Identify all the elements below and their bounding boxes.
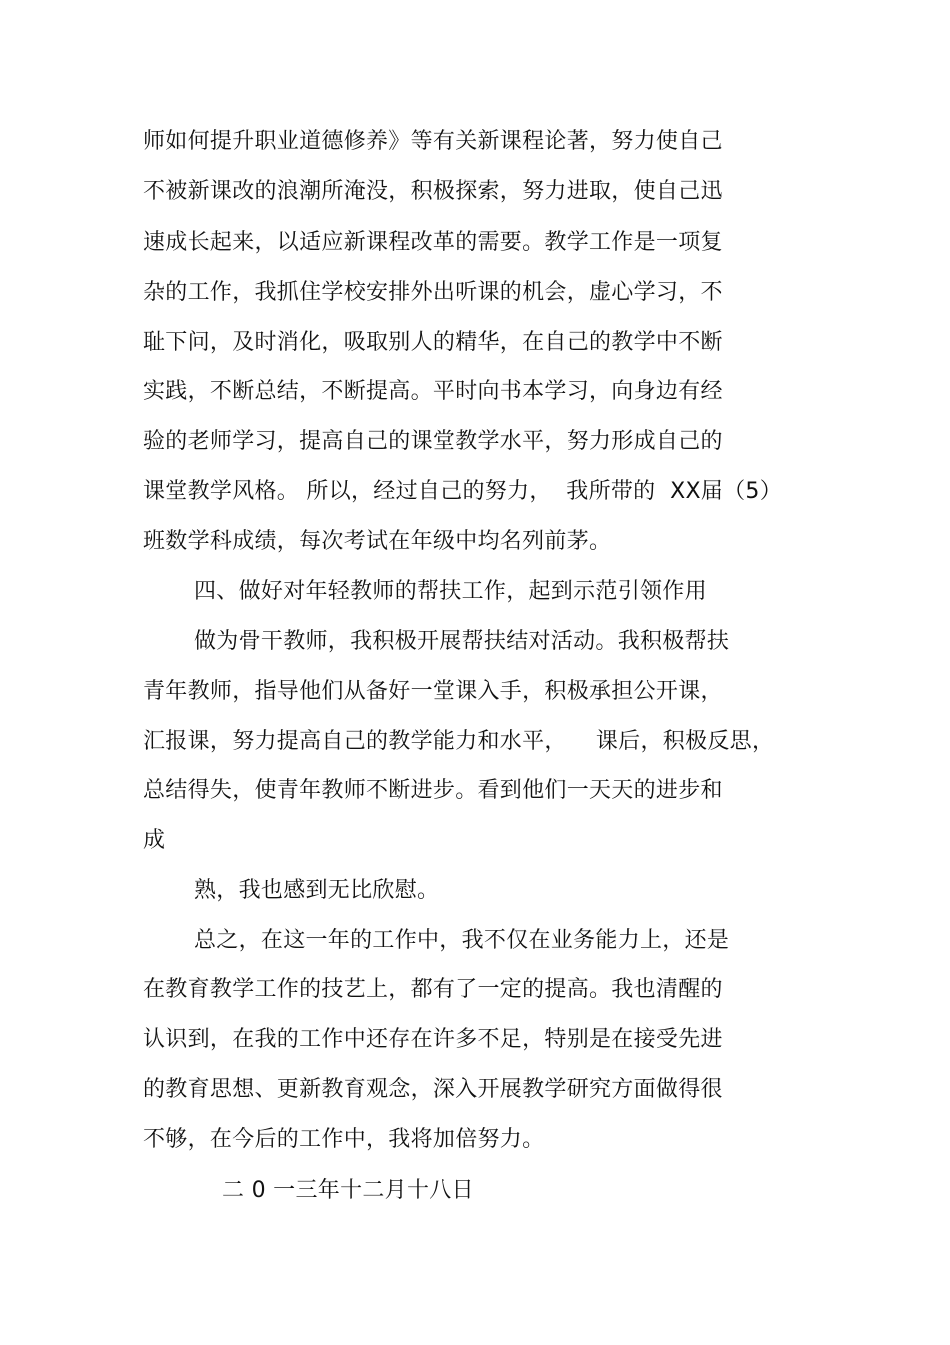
text-line-13: 汇报课，努力提高自己的教学能力和水平， 课后，积极反思， <box>143 729 775 754</box>
date-line: 二 0 一三年十二月十八日 <box>222 1178 474 1203</box>
text-line-20: 的教育思想、更新教育观念，深入开展教学研究方面做得很 <box>143 1077 723 1102</box>
text-line-21: 不够，在今后的工作中，我将加倍努力。 <box>143 1127 545 1152</box>
text-line-8: 课堂教学风格。 所以，经过自己的努力， 我所带的 XX届（5） <box>143 479 783 504</box>
text-line-12: 青年教师，指导他们从备好一堂课入手，积极承担公开课， <box>143 679 723 704</box>
text-line-15: 成 <box>143 828 166 853</box>
text-line-3: 速成长起来，以适应新课程改革的需要。教学工作是一项复 <box>143 230 723 255</box>
text-line-2: 不被新课改的浪潮所淹没，积极探索，努力进取，使自己迅 <box>143 179 723 204</box>
text-line-6: 实践，不断总结，不断提高。平时向书本学习，向身边有经 <box>143 379 723 404</box>
text-line-9: 班数学科成绩，每次考试在年级中均名列前茅。 <box>143 529 612 554</box>
text-line-4: 杂的工作，我抓住学校安排外出听课的机会，虚心学习，不 <box>143 280 723 305</box>
text-line-16: 熟，我也感到无比欣慰。 <box>194 878 440 903</box>
text-line-19: 认识到，在我的工作中还存在许多不足，特别是在接受先进 <box>143 1027 723 1052</box>
text-line-17: 总之，在这一年的工作中，我不仅在业务能力上，还是 <box>194 928 730 953</box>
text-line-11: 做为骨干教师，我积极开展帮扶结对活动。我积极帮扶 <box>194 629 730 654</box>
section-heading: 四、做好对年轻教师的帮扶工作，起到示范引领作用 <box>194 579 707 604</box>
text-line-14: 总结得失，使青年教师不断进步。看到他们一天天的进步和 <box>143 778 723 803</box>
text-line-7: 验的老师学习，提高自己的课堂教学水平，努力形成自己的 <box>143 429 723 454</box>
text-line-18: 在教育教学工作的技艺上，都有了一定的提高。我也清醒的 <box>143 977 723 1002</box>
text-line-5: 耻下问，及时消化，吸取别人的精华，在自己的教学中不断 <box>143 330 723 355</box>
text-line-1: 师如何提升职业道德修养》等有关新课程论著，努力使自己 <box>143 129 723 154</box>
